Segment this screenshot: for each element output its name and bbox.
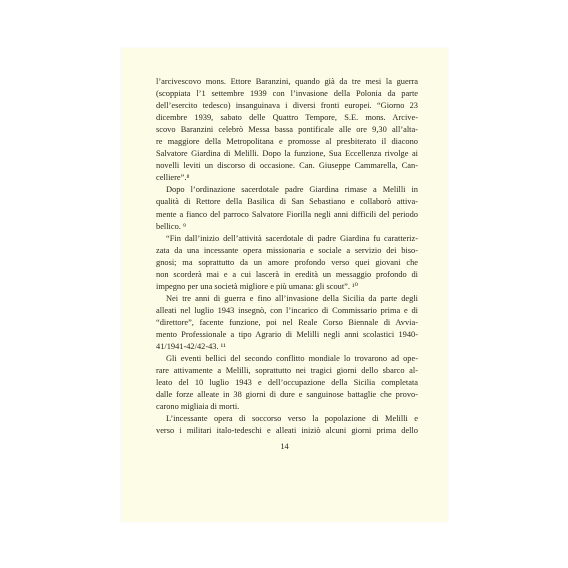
text-line: re maggiore della Metropolitana e promosse al presbiterato il diacono — [156, 137, 418, 147]
text-line: impegno per una società migliore e più umana: gli scout”. ¹⁰ — [156, 281, 358, 291]
text-line: gnosi; ma soprattutto da un amore profondo verso quei giovani che — [156, 257, 418, 267]
text-line: dicembre 1939, sabato delle Quattro Tempore, S.E. mons. Arcive- — [156, 113, 418, 123]
text-line: Salvatore Giardina di Melilli. Dopo la funzione, Sua Eccellenza rivolge ai — [156, 149, 418, 159]
text-line: carono migliaia di morti. — [156, 402, 240, 412]
text-line: novelli leviti un discorso di occasione. Can. Giuseppe Cammarella, Can- — [156, 161, 418, 171]
text-line: 41/1941-42/42-43. ¹¹ — [156, 342, 226, 352]
page-number: 14 — [280, 442, 289, 451]
text-line: mento Professionale a tipo Agrario di Melilli negli anni scolastici 1940- — [156, 329, 418, 339]
text-line: verso i militari italo-tedeschi e alleati iniziò alcuni giorni prima dello — [156, 426, 418, 436]
book-page — [121, 48, 448, 522]
text-line: mente a fianco del parroco Salvatore Fiorilla negli anni difficili del periodo — [156, 209, 418, 219]
text-line: Nei tre anni di guerra e fino all’invasione della Sicilia da parte degli — [166, 293, 418, 303]
text-line: dalle forze alleate in 38 giorni di dure e sanguinose battaglie che provo- — [156, 390, 418, 400]
text-line: “direttore”, facente funzione, poi nel Reale Corso Biennale di Avvia- — [156, 317, 418, 327]
text-line: celliere”.⁸ — [156, 173, 190, 183]
text-line: non scorderà mai e a cui lascerà in eredità un messaggio profondo di — [156, 269, 418, 279]
text-line: rare attivamente a Melilli, soprattutto nei tragici giorni dello sbarco al- — [156, 366, 418, 376]
text-line: leato del 10 luglio 1943 e dell’occupazione della Sicilia completata — [156, 378, 418, 388]
text-line: Gli eventi bellici del secondo conflitto mondiale lo trovarono ad ope- — [166, 354, 418, 364]
text-line: alleati nel luglio 1943 insegnò, con l’incarico di Commissario prima e di — [156, 305, 418, 315]
body-text — [156, 76, 418, 437]
text-line: Dopo l’ordinazione sacerdotale padre Giardina rimase a Melilli in — [166, 185, 418, 195]
text-line: zata da una incessante opera missionaria e sociale a servizio dei biso- — [156, 245, 418, 255]
text-line: L’incessante opera di soccorso verso la popolazione di Melilli e — [166, 414, 418, 424]
text-line: qualità di Rettore della Basilica di San Sebastiano e collaborò attiva- — [156, 197, 418, 207]
text-line: dell’esercito tedesco) insanguinava i diversi fronti europei. “Giorno 23 — [156, 101, 418, 111]
text-line: bellico. ⁹ — [156, 221, 186, 231]
text-line: l’arcivescovo mons. Ettore Baranzini, quando già da tre mesi la guerra — [156, 77, 418, 86]
text-line: “Fin dall’inizio dell’attività sacerdotale di padre Giardina fu caratteriz- — [166, 233, 418, 243]
text-line: scovo Baranzini celebrò Messa bassa pontificale alle ore 9,30 all’alta- — [156, 125, 418, 135]
text-line: (scoppiata l’1 settembre 1939 con l’invasione della Polonia da parte — [156, 89, 418, 99]
